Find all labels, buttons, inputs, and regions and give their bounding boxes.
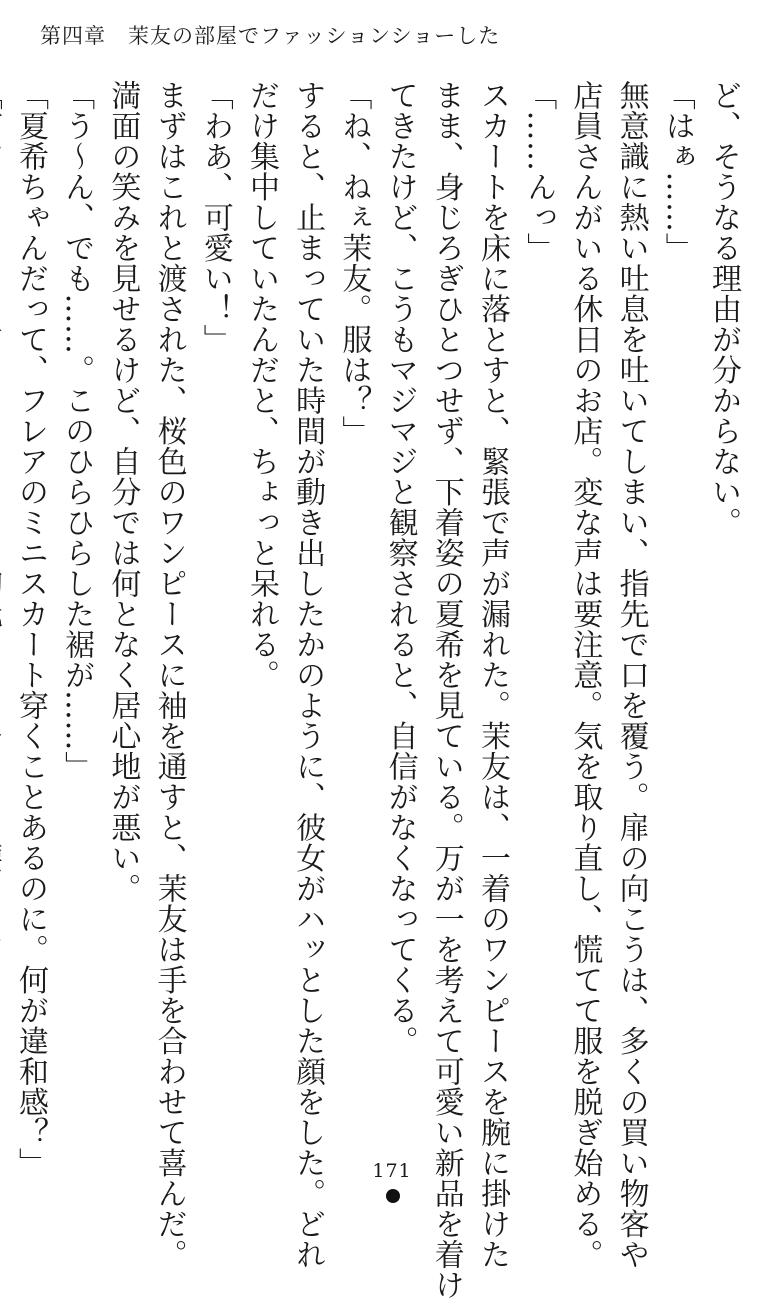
- text-line: ど、そうなる理由が分からない。: [706, 80, 741, 538]
- text-line: 「……んっ」: [521, 80, 557, 263]
- text-line: 「わあ、可愛い！」: [197, 80, 233, 355]
- text-line: だけ集中していたんだと、ちょっと呆れる。: [243, 80, 279, 690]
- text-line: すると、止まっていた時間が動き出したかのように、彼女がハッとした顔をした。どれ: [290, 80, 326, 1270]
- chapter-label: 第四章: [40, 24, 106, 48]
- text-line: [0, 80, 7, 1160]
- running-header: [40, 20, 500, 50]
- text-line: 満面の笑みを見せるけど、自分では何となく居心地が悪い。: [105, 80, 141, 904]
- text-line: 「はぁ……」: [659, 80, 695, 263]
- text-line: 無意識に熱い吐息を吐いてしまい、指先で口を覆う。扉の向こうは、多くの買い物客や: [613, 80, 649, 1270]
- page-number: 171: [372, 1160, 412, 1182]
- text-line: まずはこれと渡された、桜色のワンピースに袖を通すと、茉友は手を合わせて喜んだ。: [151, 80, 187, 1270]
- text-line: スカートを床に落とすと、緊張で声が漏れた。茉友は、一着のワンピースを腕に掛けた: [474, 80, 510, 1270]
- text-line: 「夏希ちゃんだって、フレアのミニスカート穿くことあるのに。何が違和感？」: [12, 80, 48, 1178]
- text-line: 店員さんがいる休日のお店。変な声は要注意。気を取り直し、慌てて服を脱ぎ始める。: [567, 80, 603, 1270]
- text-line: てきたけど、こうもマジマジと観察されると、自信がなくなってくる。: [382, 80, 418, 1056]
- text-line: 「ね、ねぇ茉友。服は？」: [336, 80, 372, 446]
- page-marker-dot: [386, 1189, 400, 1203]
- text-line: 「う～ん、でも……。このひらひらした裾が……」: [59, 80, 95, 782]
- text-line: まま、身じろぎひとつせず、下着姿の夏希を見ている。万が一を考えて可愛い新品を着け: [428, 80, 464, 1300]
- chapter-title: 茉友の部屋でファッションショーした: [128, 24, 501, 48]
